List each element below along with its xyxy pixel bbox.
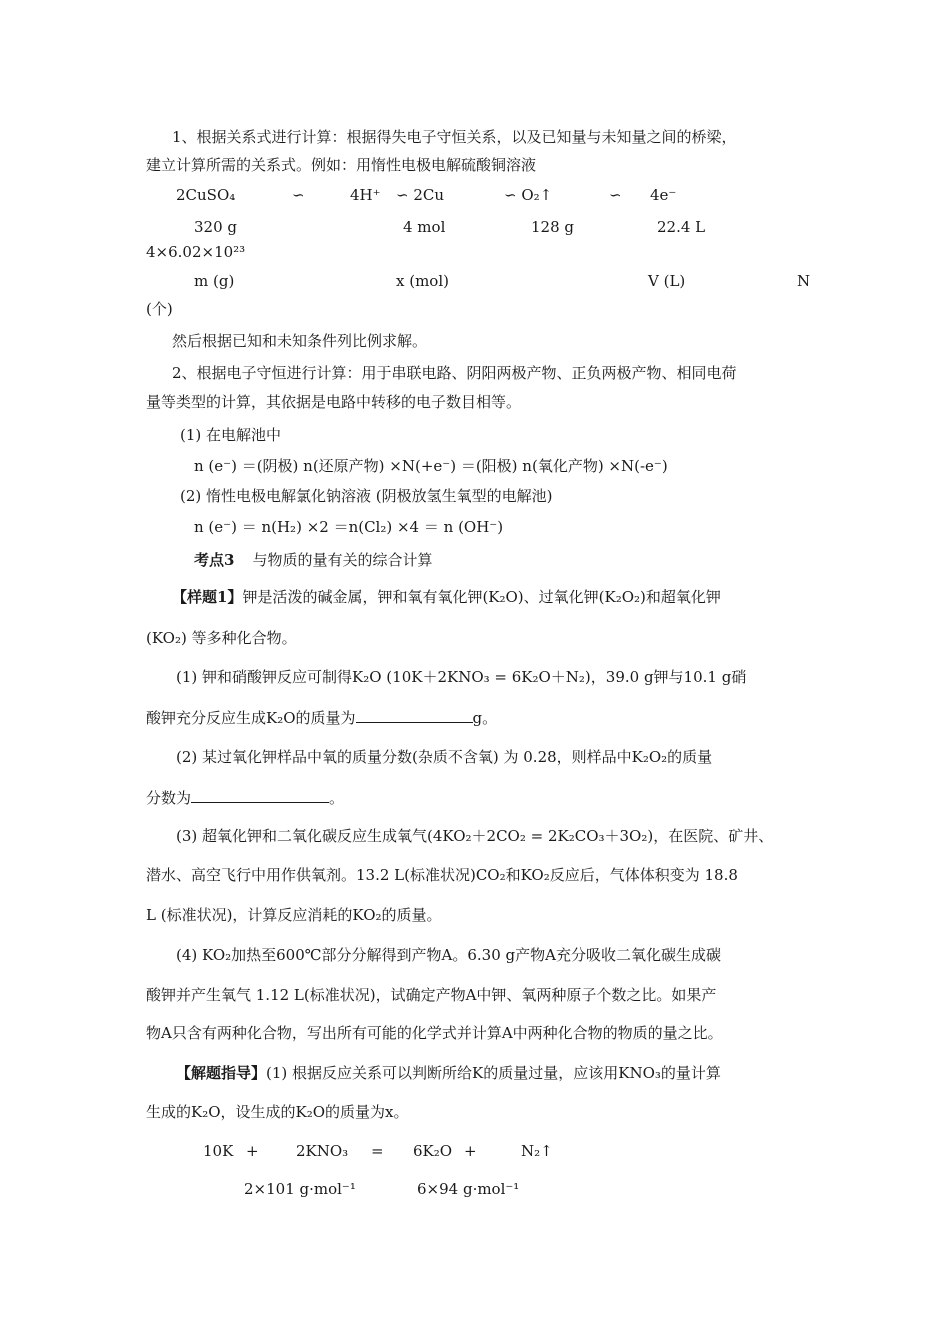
section-heading <box>194 549 432 571</box>
relation-symbol: ∽ <box>292 186 305 204</box>
para2-equation2: n (e⁻) ＝ n(H₂) ×2 ＝n(Cl₂) ×4 ＝ n (OH⁻) <box>194 518 504 536</box>
question2-line2: 分数为 。 <box>146 786 344 809</box>
answer-blank <box>191 786 329 803</box>
para2-sub2: (2) 惰性电极电解氯化钠溶液 (阴极放氢生氧型的电解池) <box>180 487 553 505</box>
solution-line1: 【解题指导】(1) 根据反应关系可以判断所给K的质量过量，应该用KNO₃的量计算 <box>176 1064 721 1082</box>
relation-term: 4H⁺ <box>350 186 381 204</box>
example-line1: 【样题1】钾是活泼的碱金属，钾和氧有氧化钾(K₂O)、过氧化钾(K₂O₂)和超氧化钾 <box>172 588 721 606</box>
molar-mass: 2×101 g·mol⁻¹ <box>244 1180 356 1198</box>
example-line2: (KO₂) 等多种化合物。 <box>146 629 297 647</box>
relation-unknown: m (g) <box>194 272 235 290</box>
equation-term: 10K <box>203 1142 234 1160</box>
relation-unknown: V (L) <box>648 272 686 290</box>
para1-end: 然后根据已知和未知条件列比例求解。 <box>172 332 428 350</box>
relation-symbol: ∽ <box>609 186 622 204</box>
equation-operator: + <box>246 1142 259 1160</box>
section-title: 与物质的量有关的综合计算 <box>252 551 433 569</box>
relation-unit: (个) <box>146 300 173 318</box>
relation-term: ∽ O₂↑ <box>504 186 553 204</box>
question4-line2: 酸钾并产生氧气 1.12 L(标准状况)，试确定产物A中钾、氧两种原子个数之比。如果产 <box>146 986 717 1004</box>
section-label: 考点3 <box>194 551 235 569</box>
molar-mass: 6×94 g·mol⁻¹ <box>417 1180 520 1198</box>
para2-sub1: (1) 在电解池中 <box>180 426 282 444</box>
relation-unknown: N <box>797 272 811 290</box>
equation-term: 6K₂O <box>413 1142 453 1160</box>
answer-blank <box>356 706 473 723</box>
solution-tag: 【解题指导】 <box>176 1064 267 1082</box>
para2-line1: 2、根据电子守恒进行计算：用于串联电路、阴阳两极产物、正负两极产物、相同电荷 <box>172 364 737 382</box>
relation-value: 4 mol <box>403 218 446 236</box>
question3-line3: L (标准状况)，计算反应消耗的KO₂的质量。 <box>146 906 442 924</box>
question4-line3: 物A只含有两种化合物，写出所有可能的化学式并计算A中两种化合物的物质的量之比。 <box>146 1024 723 1042</box>
question2-line1: (2) 某过氧化钾样品中氧的质量分数(杂质不含氧) 为 0.28，则样品中K₂O₂的质量 <box>176 748 713 766</box>
solution-line2: 生成的K₂O，设生成的K₂O的质量为x。 <box>146 1103 409 1121</box>
question1-line2: 酸钾充分反应生成K₂O的质量为 g。 <box>146 706 497 729</box>
para2-equation1: n (e⁻) ＝(阴极) n(还原产物) ×N(+e⁻) ＝(阳极) n(氧化产物) ×N(-e⁻) <box>194 457 668 475</box>
relation-term: 2CuSO₄ <box>176 186 236 204</box>
question3-line2: 潜水、高空飞行中用作供氧剂。13.2 L(标准状况)CO₂和KO₂反应后，气体体积变为 18.8 <box>146 866 738 884</box>
para2-line2: 量等类型的计算，其依据是电路中转移的电子数目相等。 <box>146 393 522 411</box>
relation-unknown: x (mol) <box>396 272 449 290</box>
relation-term: ∽ 2Cu <box>396 186 445 204</box>
equation-term: N₂↑ <box>521 1142 553 1160</box>
equation-term: 2KNO₃ <box>296 1142 349 1160</box>
question3-line1: (3) 超氧化钾和二氧化碳反应生成氧气(4KO₂＋2CO₂ = 2K₂CO₃＋3O₂)，在医院、矿井、 <box>176 827 774 845</box>
relation-value: 128 g <box>531 218 575 236</box>
question1-line1: (1) 钾和硝酸钾反应可制得K₂O (10K＋2KNO₃ = 6K₂O＋N₂)，39.0 g钾与10.1 g硝 <box>176 668 747 686</box>
para1-line2: 建立计算所需的关系式。例如：用惰性电极电解硫酸铜溶液 <box>146 156 537 174</box>
example-tag: 【样题1】 <box>172 588 243 606</box>
relation-term: 4e⁻ <box>650 186 677 204</box>
question4-line1: (4) KO₂加热至600℃部分分解得到产物A。6.30 g产物A充分吸收二氧化碳生成碳 <box>176 946 721 964</box>
relation-value: 320 g <box>194 218 238 236</box>
para1-line1: 1、根据关系式进行计算：根据得失电子守恒关系，以及已知量与未知量之间的桥梁， <box>172 128 737 146</box>
relation-value-avogadro: 4×6.02×10²³ <box>146 243 246 261</box>
equation-operator: + <box>464 1142 477 1160</box>
relation-value: 22.4 L <box>657 218 706 236</box>
equation-operator: = <box>371 1142 384 1160</box>
